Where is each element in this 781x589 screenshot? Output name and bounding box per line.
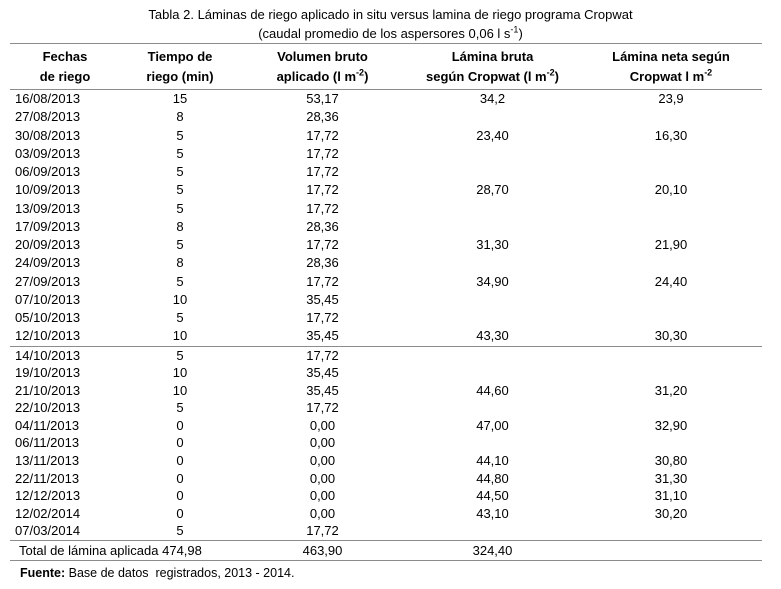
col-header-lamina-bruta: Lámina bruta según Cropwat (l $m^{-2}$) [426, 49, 559, 84]
date-cell: 06/11/2013 [15, 435, 80, 451]
col-header-volumen-bruto: Volumen bruto aplicado (l $m^{-2}$) [276, 49, 369, 84]
value-cell: 30,30 [654, 328, 688, 344]
value-cell [580, 108, 762, 126]
value-cell: 0 [176, 417, 184, 433]
value-cell: 8 [176, 255, 184, 271]
value-cell [405, 145, 580, 163]
value-cell: 44,60 [476, 382, 509, 398]
value-cell: 5 [176, 145, 184, 161]
table-row [10, 417, 762, 435]
value-cell: 17,72 [306, 164, 339, 180]
value-cell: 0,00 [309, 470, 336, 486]
value-cell [580, 291, 762, 309]
value-cell: 0,00 [309, 453, 336, 468]
table-rule-bottom [10, 560, 762, 561]
value-cell: 17,72 [306, 145, 339, 161]
date-cell: 12/02/2014 [15, 505, 81, 521]
value-cell: 8 [176, 218, 184, 234]
value-cell: 17,72 [306, 127, 339, 143]
value-cell: 5 [176, 200, 184, 216]
date-cell: 03/09/2013 [15, 145, 81, 161]
value-cell: 47,00 [476, 417, 509, 433]
value-cell: 23,9 [658, 91, 684, 106]
date-cell: 12/10/2013 [15, 328, 81, 344]
date-cell: 04/11/2013 [15, 417, 80, 433]
value-cell: 35,45 [306, 328, 339, 344]
value-cell: 10 [172, 328, 188, 344]
value-cell [405, 200, 580, 218]
col-header-tiempo: Tiempo de riego (min) [146, 49, 214, 84]
date-cell: 17/09/2013 [15, 218, 81, 234]
value-cell: 0 [176, 505, 184, 521]
date-cell: 10/09/2013 [15, 182, 81, 198]
value-cell: 20,10 [654, 182, 688, 198]
col-header-fechas: Fechas de riego [39, 49, 91, 84]
date-cell: 24/09/2013 [15, 255, 81, 271]
table-row [10, 236, 762, 254]
date-cell: 22/10/2013 [15, 400, 81, 416]
table-row [10, 452, 762, 470]
table-row [10, 163, 762, 181]
table-row [10, 90, 762, 108]
table-row [10, 470, 762, 488]
table-row [10, 273, 762, 291]
value-cell: 44,50 [476, 488, 509, 504]
value-cell [405, 218, 580, 236]
value-cell: 53,17 [306, 91, 339, 106]
value-cell: 23,40 [476, 127, 509, 143]
value-cell: 17,72 [306, 182, 339, 198]
value-cell: 31,30 [654, 470, 688, 486]
date-cell: 07/10/2013 [15, 291, 81, 307]
date-cell: 27/09/2013 [15, 273, 81, 289]
value-cell: 32,90 [654, 417, 688, 433]
date-cell: 16/08/2013 [15, 91, 81, 106]
table-row [10, 487, 762, 505]
value-cell: 31,10 [654, 488, 688, 504]
value-cell: 44,80 [476, 470, 509, 486]
value-cell: 24,40 [654, 273, 688, 289]
date-cell: 19/10/2013 [15, 365, 81, 381]
value-cell [405, 254, 580, 272]
value-cell: 35,45 [306, 365, 339, 381]
value-cell: 5 [176, 273, 184, 289]
value-cell [405, 309, 580, 327]
value-cell [405, 163, 580, 181]
date-cell: 05/10/2013 [15, 310, 81, 326]
value-cell: 31,30 [476, 237, 509, 253]
value-cell [405, 108, 580, 126]
value-cell: 5 [176, 347, 184, 363]
value-cell: 5 [176, 164, 184, 180]
value-cell [405, 399, 580, 417]
value-cell: 17,72 [306, 347, 339, 363]
table-row [10, 309, 762, 327]
value-cell: 43,30 [476, 328, 509, 344]
date-cell: 21/10/2013 [15, 382, 81, 398]
value-cell [580, 399, 762, 417]
value-cell [580, 218, 762, 236]
col-header-lamina-neta: Lámina neta según Cropwat l $m^{-2}$ [612, 49, 730, 84]
value-cell: 16,30 [654, 127, 688, 143]
total-label-cell [10, 541, 240, 560]
date-cell: 14/10/2013 [15, 347, 81, 363]
source-note [20, 566, 781, 581]
value-cell: 21,90 [654, 237, 688, 253]
value-cell: 5 [176, 127, 184, 143]
value-cell: 10 [172, 382, 188, 398]
value-cell [580, 434, 762, 452]
value-cell: 0 [176, 453, 184, 468]
table-title: Tabla 2. Láminas de riego aplicado in situ versus lamina de riego programa Cropwat [148, 7, 633, 22]
table-row [10, 434, 762, 452]
value-cell: 5 [176, 523, 184, 539]
value-cell: 30,20 [654, 505, 688, 521]
value-cell: 34,90 [476, 273, 509, 289]
value-cell [580, 309, 762, 327]
value-cell: 17,72 [306, 310, 339, 326]
superscript: -1 [510, 24, 519, 35]
total-volumen-aplicado: 474,98 [162, 542, 202, 558]
value-cell [580, 163, 762, 181]
table-row [10, 127, 762, 145]
value-cell: 10 [172, 291, 188, 307]
table-row [10, 347, 762, 365]
value-cell: 17,72 [306, 273, 339, 289]
value-cell [580, 522, 762, 540]
value-cell: 28,36 [306, 255, 339, 271]
value-cell: 35,45 [306, 382, 339, 398]
total-volumen-bruto: 463,90 [302, 542, 343, 558]
table-row [10, 200, 762, 218]
value-cell: 5 [176, 310, 184, 326]
table-row [10, 291, 762, 309]
value-cell [580, 145, 762, 163]
table-header [10, 44, 762, 89]
value-cell: 10 [172, 365, 188, 381]
value-cell: 44,10 [476, 453, 509, 468]
date-cell: 13/11/2013 [15, 453, 80, 468]
value-cell: 17,72 [306, 400, 339, 416]
table-row [10, 181, 762, 199]
value-cell [405, 522, 580, 540]
date-cell: 06/09/2013 [15, 164, 81, 180]
value-cell: 17,72 [306, 237, 339, 253]
table-row [10, 218, 762, 236]
value-cell [405, 434, 580, 452]
value-cell: 43,10 [476, 505, 509, 521]
total-lamina-neta [580, 541, 762, 560]
value-cell: 17,72 [306, 200, 339, 216]
value-cell: 30,80 [654, 453, 688, 468]
value-cell: 28,36 [306, 218, 339, 234]
table-subtitle: (caudal promedio de los aspersores 0,06 l $s^{-1}$) [258, 24, 523, 41]
table-row [10, 108, 762, 126]
table-total-row [10, 541, 762, 560]
date-cell: 13/09/2013 [15, 200, 81, 216]
table-caption [0, 0, 781, 43]
value-cell: 0,00 [309, 505, 336, 521]
date-cell: 20/09/2013 [15, 237, 81, 253]
value-cell [405, 291, 580, 309]
table-row [10, 522, 762, 540]
date-cell: 22/11/2013 [15, 470, 80, 486]
table-row [10, 145, 762, 163]
value-cell [580, 200, 762, 218]
value-cell: 0 [176, 488, 184, 504]
table-row [10, 327, 762, 345]
value-cell: 5 [176, 400, 184, 416]
total-label: Total de lámina aplicada [19, 542, 159, 558]
value-cell: 35,45 [306, 291, 339, 307]
date-cell: 12/12/2013 [15, 488, 81, 504]
date-cell: 07/03/2014 [15, 523, 81, 539]
value-cell: 0 [176, 470, 184, 486]
table-row [10, 382, 762, 400]
date-cell: 27/08/2013 [15, 109, 81, 125]
table-row [10, 505, 762, 523]
value-cell [580, 347, 762, 365]
date-cell: 30/08/2013 [15, 127, 81, 143]
value-cell: 28,70 [476, 182, 509, 198]
value-cell: 0 [176, 435, 184, 451]
value-cell: 15 [172, 91, 188, 106]
table-body-section-1 [10, 90, 762, 346]
irrigation-table [10, 43, 762, 561]
value-cell: 28,36 [306, 109, 339, 125]
table-body-section-2 [10, 347, 762, 540]
value-cell: 8 [176, 109, 184, 125]
value-cell [580, 254, 762, 272]
value-cell: 5 [176, 237, 184, 253]
value-cell: 17,72 [306, 523, 339, 539]
value-cell: 0,00 [309, 435, 336, 451]
value-cell: 5 [176, 182, 184, 198]
total-lamina-bruta: 324,40 [472, 542, 513, 558]
table-row [10, 254, 762, 272]
value-cell [405, 364, 580, 382]
table-row [10, 364, 762, 382]
table-row [10, 399, 762, 417]
value-cell: 0,00 [309, 488, 336, 504]
source-text: Base de datos registrados, 2013 - 2014. [65, 565, 295, 580]
value-cell [405, 347, 580, 365]
value-cell: 0,00 [309, 417, 336, 433]
value-cell: 34,2 [479, 91, 506, 106]
source-label: Fuente: [20, 565, 66, 580]
value-cell: 31,20 [654, 382, 688, 398]
value-cell [580, 364, 762, 382]
